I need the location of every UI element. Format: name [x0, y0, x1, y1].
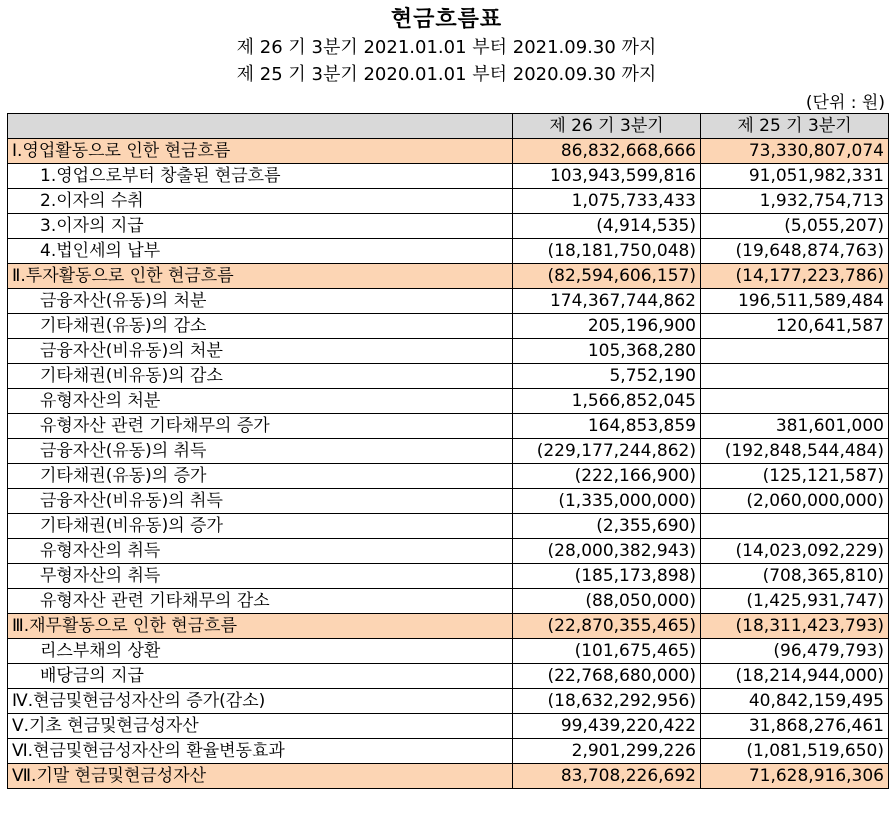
unit-label: (단위 : 원)	[805, 93, 885, 113]
row-label: 금융자산(유동)의 처분	[8, 289, 513, 314]
prior-period-value: 1,932,754,713	[701, 189, 889, 214]
table-row	[8, 464, 889, 489]
current-period-value: (18,632,292,956)	[513, 689, 701, 714]
cash-flow-table	[7, 113, 889, 789]
current-period-value: (82,594,606,157)	[513, 264, 701, 289]
row-label: 기타채권(유동)의 증가	[8, 464, 513, 489]
period-prior: 제 25 기 3분기 2020.01.01 부터 2020.09.30 까지	[236, 64, 657, 85]
row-label: 유형자산 관련 기타채무의 감소	[8, 589, 513, 614]
prior-period-value: (5,055,207)	[701, 214, 889, 239]
current-period-value: (185,173,898)	[513, 564, 701, 589]
table-row	[8, 564, 889, 589]
row-label: 배당금의 지급	[8, 664, 513, 689]
current-period-value: (22,870,355,465)	[513, 614, 701, 639]
row-label: 기타채권(비유동)의 증가	[8, 514, 513, 539]
current-period-value: (18,181,750,048)	[513, 239, 701, 264]
row-label: Ⅶ.기말 현금및현금성자산	[8, 764, 513, 789]
current-period-value: (88,050,000)	[513, 589, 701, 614]
prior-period-value: (14,177,223,786)	[701, 264, 889, 289]
table-row	[8, 289, 889, 314]
table-row	[8, 739, 889, 764]
row-label: Ⅵ.현금및현금성자산의 환율변동효과	[8, 739, 513, 764]
table-row	[8, 389, 889, 414]
prior-period-value: 91,051,982,331	[701, 164, 889, 189]
table-row	[8, 689, 889, 714]
current-period-value: 86,832,668,666	[513, 139, 701, 164]
prior-period-value: (708,365,810)	[701, 564, 889, 589]
prior-period-value: (125,121,587)	[701, 464, 889, 489]
table-row	[8, 239, 889, 264]
table-row	[8, 664, 889, 689]
current-period-value: (22,768,680,000)	[513, 664, 701, 689]
current-period-value: 1,566,852,045	[513, 389, 701, 414]
current-period-value: 174,367,744,862	[513, 289, 701, 314]
current-period-value: (101,675,465)	[513, 639, 701, 664]
prior-period-value: (96,479,793)	[701, 639, 889, 664]
current-period-value: (1,335,000,000)	[513, 489, 701, 514]
current-period-value: 5,752,190	[513, 364, 701, 389]
current-period-value: 1,075,733,433	[513, 189, 701, 214]
row-label: Ⅳ.현금및현금성자산의 증가(감소)	[8, 689, 513, 714]
prior-period-value: (2,060,000,000)	[701, 489, 889, 514]
table-row	[8, 439, 889, 464]
prior-period-value: (18,311,423,793)	[701, 614, 889, 639]
prior-period-value: (1,081,519,650)	[701, 739, 889, 764]
row-label: 금융자산(비유동)의 취득	[8, 489, 513, 514]
header-current-period: 제 26 기 3분기	[513, 114, 701, 139]
prior-period-value: 71,628,916,306	[701, 764, 889, 789]
row-label: 유형자산 관련 기타채무의 증가	[8, 414, 513, 439]
row-label: 유형자산의 취득	[8, 539, 513, 564]
prior-period-value: (1,425,931,747)	[701, 589, 889, 614]
prior-period-value: (14,023,092,229)	[701, 539, 889, 564]
prior-period-value	[701, 389, 889, 414]
table-body	[8, 114, 889, 789]
table-row	[8, 139, 889, 164]
current-period-value: (2,355,690)	[513, 514, 701, 539]
prior-period-value: 196,511,589,484	[701, 289, 889, 314]
statement-title: 현금흐름표	[390, 7, 503, 32]
table-row	[8, 339, 889, 364]
table-row	[8, 189, 889, 214]
prior-period-value	[701, 514, 889, 539]
table-row	[8, 764, 889, 789]
table-row	[8, 214, 889, 239]
row-label: 4.법인세의 납부	[8, 239, 513, 264]
table-row	[8, 514, 889, 539]
table-row	[8, 589, 889, 614]
table-row	[8, 314, 889, 339]
table-row	[8, 614, 889, 639]
row-label: 리스부채의 상환	[8, 639, 513, 664]
period-current: 제 26 기 3분기 2021.01.01 부터 2021.09.30 까지	[236, 37, 657, 58]
current-period-value: 83,708,226,692	[513, 764, 701, 789]
header-label-cell	[8, 114, 513, 139]
current-period-value: (4,914,535)	[513, 214, 701, 239]
prior-period-value: 31,868,276,461	[701, 714, 889, 739]
row-label: Ⅱ.투자활동으로 인한 현금흐름	[8, 264, 513, 289]
prior-period-value: (192,848,544,484)	[701, 439, 889, 464]
prior-period-value: 73,330,807,074	[701, 139, 889, 164]
current-period-value: 99,439,220,422	[513, 714, 701, 739]
prior-period-value	[701, 339, 889, 364]
row-label: 1.영업으로부터 창출된 현금흐름	[8, 164, 513, 189]
table-row	[8, 489, 889, 514]
prior-period-value: 120,641,587	[701, 314, 889, 339]
prior-period-value	[701, 364, 889, 389]
table-row	[8, 714, 889, 739]
current-period-value: (28,000,382,943)	[513, 539, 701, 564]
current-period-value: (229,177,244,862)	[513, 439, 701, 464]
row-label: 3.이자의 지급	[8, 214, 513, 239]
row-label: 2.이자의 수취	[8, 189, 513, 214]
table-row	[8, 639, 889, 664]
prior-period-value: 40,842,159,495	[701, 689, 889, 714]
prior-period-value: (18,214,944,000)	[701, 664, 889, 689]
header-prior-period: 제 25 기 3분기	[701, 114, 889, 139]
row-label: 금융자산(유동)의 취득	[8, 439, 513, 464]
table-row	[8, 164, 889, 189]
row-label: 기타채권(유동)의 감소	[8, 314, 513, 339]
table-row	[8, 414, 889, 439]
prior-period-value: (19,648,874,763)	[701, 239, 889, 264]
row-label: Ⅲ.재무활동으로 인한 현금흐름	[8, 614, 513, 639]
table-row	[8, 264, 889, 289]
current-period-value: 164,853,859	[513, 414, 701, 439]
current-period-value: 205,196,900	[513, 314, 701, 339]
row-label: 유형자산의 처분	[8, 389, 513, 414]
table-row	[8, 364, 889, 389]
row-label: 무형자산의 취득	[8, 564, 513, 589]
row-label: Ⅴ.기초 현금및현금성자산	[8, 714, 513, 739]
row-label: Ⅰ.영업활동으로 인한 현금흐름	[8, 139, 513, 164]
row-label: 기타채권(비유동)의 감소	[8, 364, 513, 389]
header-row	[8, 114, 889, 139]
prior-period-value: 381,601,000	[701, 414, 889, 439]
current-period-value: 105,368,280	[513, 339, 701, 364]
current-period-value: 2,901,299,226	[513, 739, 701, 764]
current-period-value: (222,166,900)	[513, 464, 701, 489]
current-period-value: 103,943,599,816	[513, 164, 701, 189]
table-row	[8, 539, 889, 564]
row-label: 금융자산(비유동)의 처분	[8, 339, 513, 364]
